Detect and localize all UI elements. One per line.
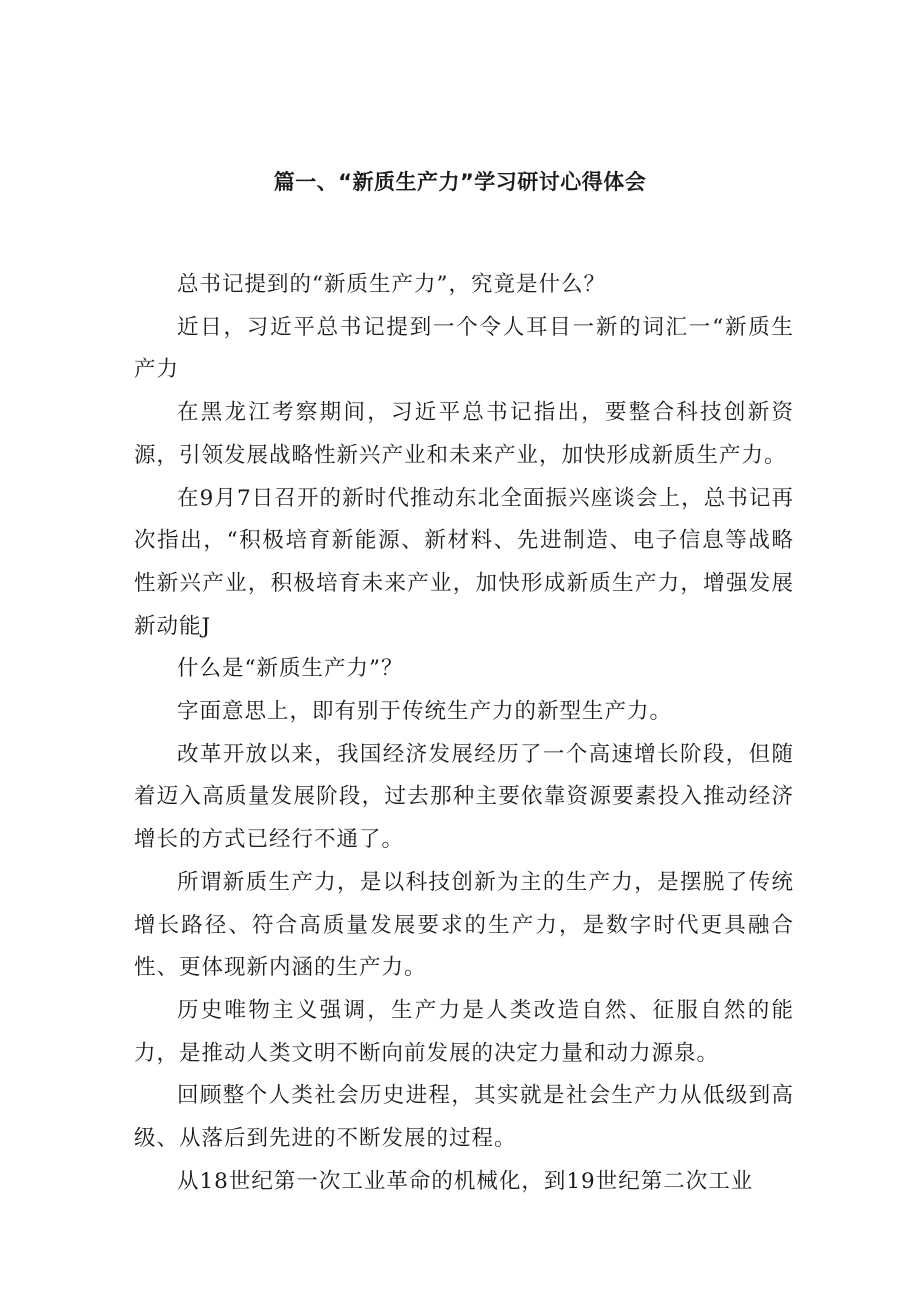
- paragraph-1: 总书记提到的“新质生产力”，究竟是什么？: [177, 272, 606, 297]
- document-title: 篇一、“新质生产力”学习研讨心得体会: [273, 170, 647, 194]
- paragraph-2: 近日，习近平总书记提到一个令人耳目一新的词汇一“新质生产力: [134, 314, 794, 383]
- paragraph-10: 回顾整个人类社会历史进程，其实就是社会生产力从低级到高级、从落后到先进的不断发展的过程。: [134, 1083, 794, 1152]
- paragraph-6: 字面意思上，即有别于传统生产力的新型生产力。: [177, 699, 673, 725]
- paragraph-7: 改革开放以来，我国经济发展经历了一个高速增长阶段，但随着迈入高质量发展阶段，过去那种主要依靠资源要素投入推动经济增长的方式已经行不通了。: [134, 741, 794, 853]
- paragraph-5: 什么是“新质生产力”？: [177, 656, 404, 682]
- paragraph-3: 在黑龙江考察期间，习近平总书记指出，要整合科技创新资源，引领发展战略性新兴产业和未来产业，加快形成新质生产力。: [134, 400, 794, 468]
- paragraph-9: 历史唯物主义强调，生产力是人类改造自然、征服自然的能力，是推动人类文明不断向前发展的决定力量和动力源泉。: [134, 997, 794, 1066]
- paragraph-8: 所谓新质生产力，是以科技创新为主的生产力，是摆脱了传统增长路径、符合高质量发展要求的生产力，是数字时代更具融合性、更体现新内涵的生产力。: [134, 869, 794, 981]
- document-body: [134, 264, 794, 1203]
- paragraph-11: 从18世纪第一次工业革命的机械化，到19世纪第二次工业: [177, 1168, 754, 1194]
- paragraph-4: 在9月7日召开的新时代推动东北全面振兴座谈会上，总书记再次指出，“积极培育新能源、新材料、先进制造、电子信息等战略性新兴产业，积极培育未来产业，加快形成新质生产力，增强发展新动能J: [134, 485, 794, 639]
